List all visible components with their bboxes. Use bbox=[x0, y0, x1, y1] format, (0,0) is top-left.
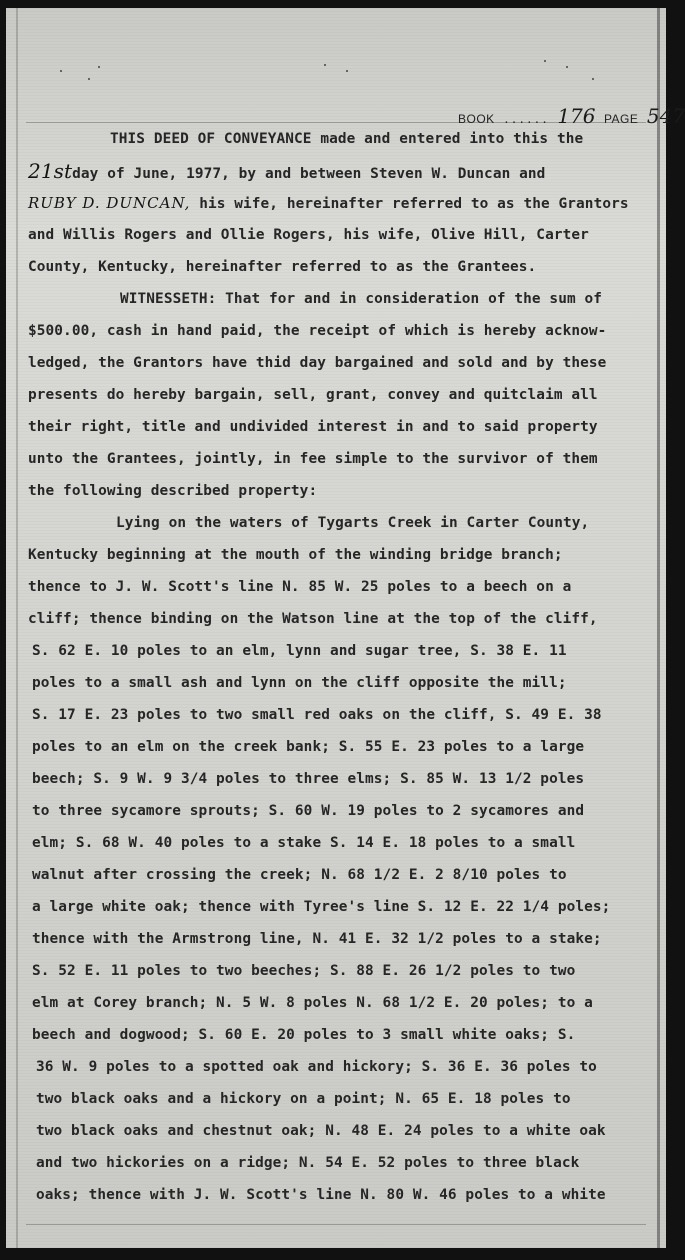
deed-line: S. 52 E. 11 poles to two beeches; S. 88 E. 26 1/2 poles to two bbox=[32, 963, 576, 979]
deed-line: unto the Grantees, jointly, in fee simple to the survivor of them bbox=[28, 451, 598, 467]
deed-line: the following described property: bbox=[28, 483, 318, 499]
scan-speck bbox=[60, 70, 62, 72]
deed-line: THIS DEED OF CONVEYANCE made and entered into this the bbox=[110, 131, 584, 147]
deed-line: County, Kentucky, hereinafter referred to as the Grantees. bbox=[28, 259, 537, 275]
deed-line: poles to a small ash and lynn on the cliff opposite the mill; bbox=[32, 675, 567, 691]
footer-rule bbox=[26, 1224, 646, 1225]
deed-line: beech and dogwood; S. 60 E. 20 poles to 3 small white oaks; S. bbox=[32, 1027, 576, 1043]
deed-line-text: his wife, hereinafter referred to as the Grantors bbox=[190, 196, 629, 212]
deed-line: to three sycamore sprouts; S. 60 W. 19 poles to 2 sycamores and bbox=[32, 803, 585, 819]
deed-line: thence to J. W. Scott's line N. 85 W. 25 poles to a beech on a bbox=[28, 579, 572, 595]
page-number: 547 bbox=[646, 104, 685, 128]
scan-speck bbox=[98, 66, 100, 68]
deed-line-text: day of June, 1977, by and between Steven W. Duncan and bbox=[72, 166, 546, 182]
deed-line bbox=[28, 160, 658, 182]
deed-line: Lying on the waters of Tygarts Creek in Carter County, bbox=[116, 515, 590, 531]
book-page-reference bbox=[458, 104, 685, 128]
book-dots: ...... bbox=[503, 113, 549, 126]
deed-line: elm; S. 68 W. 40 poles to a stake S. 14 E. 18 poles to a small bbox=[32, 835, 576, 851]
scan-speck bbox=[346, 70, 348, 72]
deed-line: oaks; thence with J. W. Scott's line N. 80 W. 46 poles to a white bbox=[36, 1187, 606, 1203]
page-edge-left bbox=[16, 8, 18, 1248]
deed-line: two black oaks and chestnut oak; N. 48 E. 24 poles to a white oak bbox=[36, 1123, 606, 1139]
deed-line bbox=[28, 192, 658, 214]
book-number: 176 bbox=[557, 104, 596, 128]
deed-line: cliff; thence binding on the Watson line at the top of the cliff, bbox=[28, 611, 598, 627]
scan-speck bbox=[544, 60, 546, 62]
scan-speck bbox=[592, 78, 594, 80]
deed-line: thence with the Armstrong line, N. 41 E. 32 1/2 poles to a stake; bbox=[32, 931, 602, 947]
page-label: PAGE bbox=[603, 112, 639, 126]
deed-line: and two hickories on a ridge; N. 54 E. 52 poles to three black bbox=[36, 1155, 580, 1171]
handwritten-wife-name: RUBY D. DUNCAN, bbox=[28, 194, 191, 212]
deed-line: S. 62 E. 10 poles to an elm, lynn and sugar tree, S. 38 E. 11 bbox=[32, 643, 567, 659]
deed-line: WITNESSETH: That for and in consideration of the sum of bbox=[120, 291, 603, 307]
deed-line: their right, title and undivided interest in and to said property bbox=[28, 419, 598, 435]
scan-speck bbox=[324, 64, 326, 66]
deed-line: ledged, the Grantors have thid day bargained and sold and by these bbox=[28, 355, 607, 371]
deed-line: S. 17 E. 23 poles to two small red oaks on the cliff, S. 49 E. 38 bbox=[32, 707, 602, 723]
deed-page bbox=[6, 8, 685, 1248]
deed-line: 36 W. 9 poles to a spotted oak and hickory; S. 36 E. 36 poles to bbox=[36, 1059, 597, 1075]
deed-line: and Willis Rogers and Ollie Rogers, his wife, Olive Hill, Carter bbox=[28, 227, 589, 243]
deed-line: two black oaks and a hickory on a point; N. 65 E. 18 poles to bbox=[36, 1091, 571, 1107]
scan-speck bbox=[566, 66, 568, 68]
book-label: BOOK bbox=[458, 112, 495, 126]
deed-line: $500.00, cash in hand paid, the receipt of which is hereby acknow- bbox=[28, 323, 607, 339]
deed-line: a large white oak; thence with Tyree's line S. 12 E. 22 1/4 poles; bbox=[32, 899, 611, 915]
scan-speck bbox=[88, 78, 90, 80]
deed-line: elm at Corey branch; N. 5 W. 8 poles N. 68 1/2 E. 20 poles; to a bbox=[32, 995, 593, 1011]
deed-line: beech; S. 9 W. 9 3/4 poles to three elms; S. 85 W. 13 1/2 poles bbox=[32, 771, 585, 787]
deed-line: presents do hereby bargain, sell, grant, convey and quitclaim all bbox=[28, 387, 598, 403]
deed-line: poles to an elm on the creek bank; S. 55 E. 23 poles to a large bbox=[32, 739, 585, 755]
deed-line: Kentucky beginning at the mouth of the winding bridge branch; bbox=[28, 547, 563, 563]
handwritten-day: 21st bbox=[28, 159, 73, 183]
deed-line: walnut after crossing the creek; N. 68 1/2 E. 2 8/10 poles to bbox=[32, 867, 567, 883]
